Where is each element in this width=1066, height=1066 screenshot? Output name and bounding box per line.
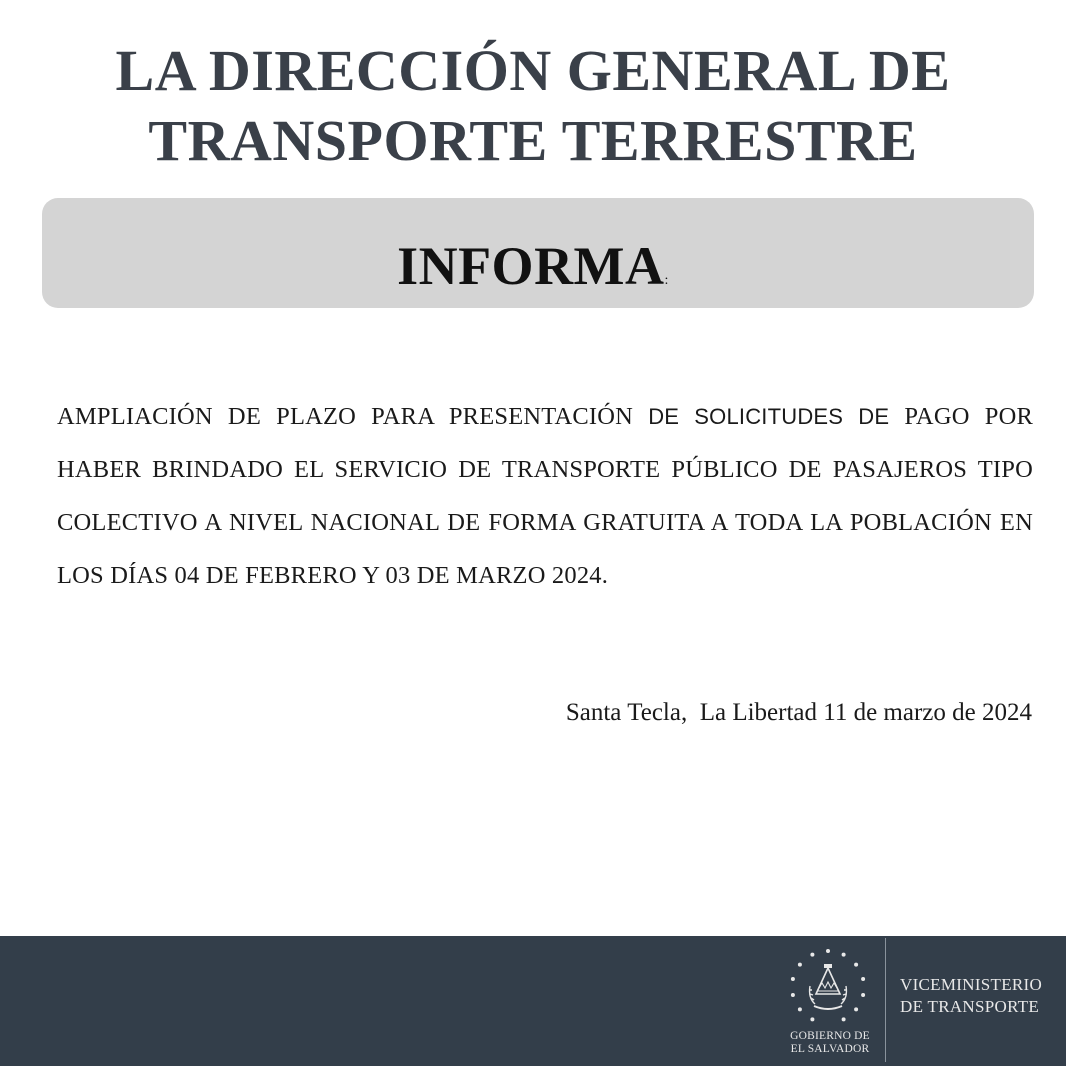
- informa-heading: [0, 236, 1066, 311]
- page-title: [0, 36, 1066, 176]
- seal-star: [798, 1007, 802, 1011]
- informa-label: INFORMA: [397, 236, 665, 296]
- ministry-line-1: VICEMINISTERIO: [900, 975, 1043, 994]
- title-line-2: TRANSPORTE TERRESTRE: [148, 108, 918, 173]
- seal-star: [826, 949, 830, 953]
- gov-line-1: GOBIERNO DE: [790, 1030, 870, 1042]
- seal-star: [842, 1017, 846, 1021]
- place-date: Santa Tecla, La Libertad 11 de marzo de 2024: [565, 699, 1032, 726]
- el-salvador-coat-of-arms-icon: [788, 942, 868, 1032]
- seal-star: [861, 977, 865, 981]
- seal-star: [810, 953, 814, 957]
- title-line-1: LA DIRECCIÓN GENERAL DE: [115, 38, 951, 103]
- ministry-line-2: DE TRANSPORTE: [900, 997, 1040, 1016]
- notice-part-1: AMPLIACIÓN DE PLAZO PARA PRESENTACIÓN: [57, 403, 649, 430]
- government-label: [780, 1030, 880, 1056]
- notice-part-3: PAGO POR HABER BRINDADO EL SERVICIO DE TRANSPORTE PÚBLICO DE PASAJEROS TIPO COLECTIVO A NIVEL NACIONAL DE FORMA GRATUITA A TODA LA POBLACIÓN EN LOS DÍAS 04 DE FEBRERO Y 03 DE MARZO 2024.: [57, 403, 1033, 589]
- seal-star: [791, 993, 795, 997]
- seal-star: [854, 1007, 858, 1011]
- ministry-label: [900, 974, 1042, 1018]
- seal-star: [854, 963, 858, 967]
- notice-body: [57, 390, 1033, 602]
- footer-divider: [885, 938, 886, 1062]
- seal-star: [791, 977, 795, 981]
- informa-colon: :: [664, 273, 669, 288]
- seal-star: [810, 1017, 814, 1021]
- notice-part-2: DE SOLICITUDES DE: [648, 404, 890, 429]
- gov-line-2: EL SALVADOR: [790, 1043, 870, 1055]
- seal-star: [861, 993, 865, 997]
- seal-star: [798, 963, 802, 967]
- seal-star: [842, 953, 846, 957]
